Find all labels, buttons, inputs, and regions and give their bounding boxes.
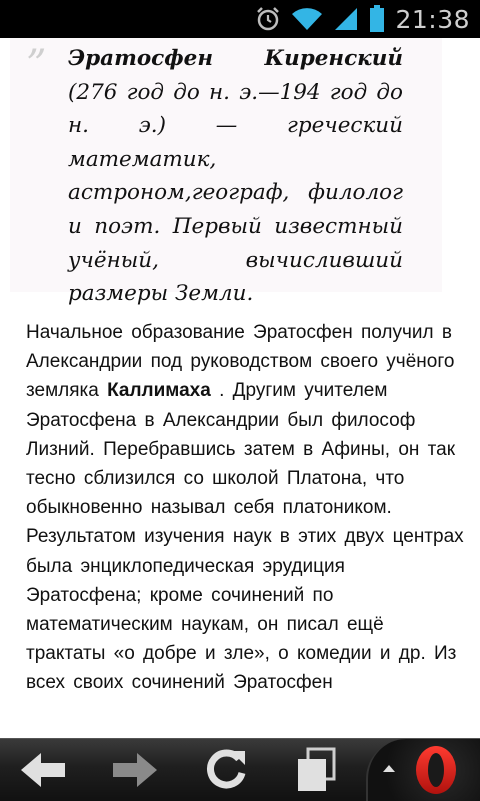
quote-mark: ” (26, 42, 47, 88)
quote-description: (276 год до н. э.—194 год до н. э.) — греческий математик, астроном,географ, филолог и поэт. Первый известный учёный, вычисливший размеры Земли. (68, 79, 403, 307)
status-bar (0, 0, 480, 38)
reload-button[interactable] (182, 739, 270, 801)
opera-logo-icon (414, 744, 458, 796)
tabs-icon (294, 747, 338, 793)
forward-button[interactable] (90, 739, 178, 801)
article-part-1: Начальное образование Эратосфен получил в Александрии под руководством своего учёного земляка (26, 322, 455, 402)
chevron-up-icon (382, 763, 396, 773)
alarm-icon (255, 6, 281, 32)
article-part-2: . Другим учителем Эратосфена в Александрии был философ Лизний. Перебравшись затем в Афины, он так тесно сблизился со школой Платона, что обыкновенно называл себя платоником. Результатом изучения наук в этих двух центрах была энциклопедическая эрудиция Эратосфена; кроме сочинений по математическим наукам, он писал ещё трактаты «о добре и зле», о комедии и др. Из всех своих сочинений Эратосфен (26, 380, 464, 694)
battery-icon (369, 5, 385, 33)
quote-text (68, 42, 403, 311)
reload-icon (203, 747, 249, 793)
quote-name: Эратосфен Киренский (68, 46, 403, 71)
tabs-button[interactable] (272, 739, 360, 801)
kallimakh-link[interactable]: Каллимаха (107, 380, 211, 402)
back-arrow-icon (19, 750, 69, 790)
back-button[interactable] (0, 739, 88, 801)
wifi-icon (291, 6, 323, 32)
article-text (26, 318, 466, 698)
opera-menu-button[interactable] (366, 739, 480, 801)
browser-toolbar (0, 738, 480, 801)
status-icons (255, 0, 470, 38)
clock: 21:38 (395, 4, 470, 34)
page-content[interactable] (0, 38, 480, 738)
signal-icon (333, 6, 359, 32)
forward-arrow-icon (109, 750, 159, 790)
quote-block (10, 38, 442, 307)
